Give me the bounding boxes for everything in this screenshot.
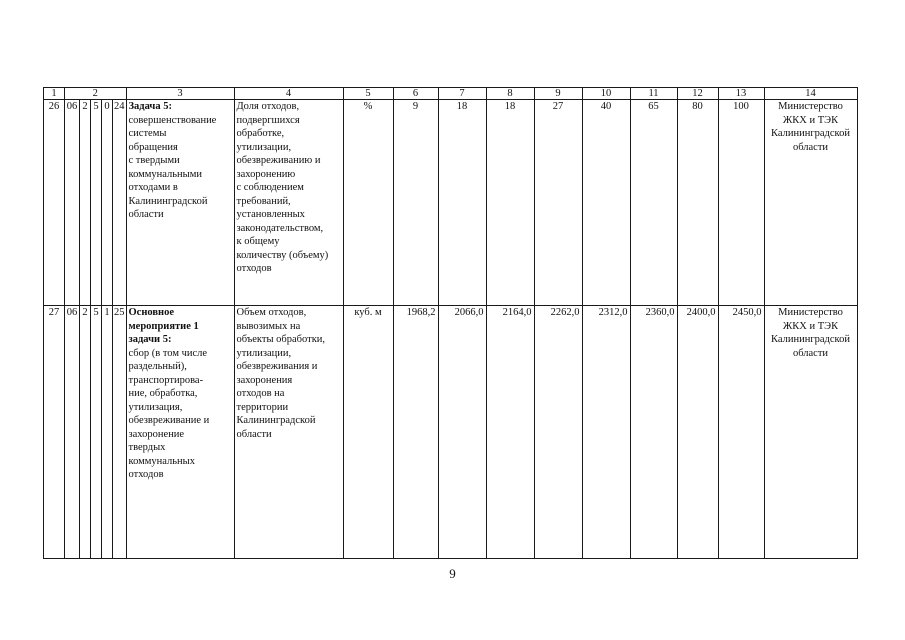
code-task: 5 [91, 306, 102, 559]
code-event: 0 [102, 100, 113, 306]
code-subprogram: 2 [80, 100, 91, 306]
value-cell: 65 [630, 100, 677, 306]
value-cell: 40 [582, 100, 630, 306]
col-header-7: 7 [438, 88, 486, 100]
col-header-3: 3 [126, 88, 234, 100]
value-cell: 2164,0 [486, 306, 534, 559]
col-header-2: 2 [65, 88, 127, 100]
col-header-12: 12 [677, 88, 718, 100]
code-program: 06 [65, 306, 80, 559]
col-header-4: 4 [234, 88, 343, 100]
task-title: Задача 5: [128, 101, 172, 112]
col-header-14: 14 [764, 88, 857, 100]
code-indicator: 25 [113, 306, 127, 559]
col-header-6: 6 [393, 88, 438, 100]
value-cell: 18 [438, 100, 486, 306]
responsible-executor [764, 100, 857, 306]
row-number: 27 [44, 306, 65, 559]
code-task: 5 [91, 100, 102, 306]
task-text: совершенствование системы обращения с твердыми коммунальными отходами в Калининградской области [128, 114, 217, 220]
column-number-header-row [44, 88, 858, 100]
value-cell: 1968,2 [393, 306, 438, 559]
value-cell: 2360,0 [630, 306, 677, 559]
value-cell: 80 [677, 100, 718, 306]
task-description [126, 306, 234, 559]
indicator-text: Доля отходов, подвергшихся обработке, утилизации, обезвреживанию и захоронению с соблюдением требований, установленных законодательством, к общему количеству (объему) отходов [236, 101, 329, 274]
indicators-table [43, 87, 858, 559]
col-header-5: 5 [343, 88, 393, 100]
indicator-text: Объем отходов, вывозимых на объекты обработки, утилизации, обезвреживания и захоронения отходов на территории Калининградской области [236, 307, 326, 440]
value-cell: 2450,0 [718, 306, 764, 559]
unit-of-measure: куб. м [343, 306, 393, 559]
value-cell: 18 [486, 100, 534, 306]
responsible-executor [764, 306, 857, 559]
task-description [126, 100, 234, 306]
value-cell: 9 [393, 100, 438, 306]
table-row [44, 100, 858, 306]
code-subprogram: 2 [80, 306, 91, 559]
value-cell: 2066,0 [438, 306, 486, 559]
task-text: сбор (в том числе раздельный), транспортирова- ние, обработка, утилизация, обезвреживание и захоронение твердых коммунальных отходов [128, 347, 210, 480]
code-indicator: 24 [113, 100, 127, 306]
responsible-text: Министерство ЖКХ и ТЭК Калининградской области [771, 307, 850, 359]
responsible-text: Министерство ЖКХ и ТЭК Калининградской области [771, 101, 850, 153]
col-header-9: 9 [534, 88, 582, 100]
indicator-name [234, 306, 343, 559]
code-program: 06 [65, 100, 80, 306]
col-header-13: 13 [718, 88, 764, 100]
value-cell: 2312,0 [582, 306, 630, 559]
col-header-1: 1 [44, 88, 65, 100]
value-cell: 2262,0 [534, 306, 582, 559]
indicator-name [234, 100, 343, 306]
col-header-8: 8 [486, 88, 534, 100]
task-title: Основное мероприятие 1 задачи 5: [128, 307, 199, 345]
value-cell: 27 [534, 100, 582, 306]
code-event: 1 [102, 306, 113, 559]
col-header-10: 10 [582, 88, 630, 100]
row-number: 26 [44, 100, 65, 306]
unit-of-measure: % [343, 100, 393, 306]
table-row [44, 306, 858, 559]
col-header-11: 11 [630, 88, 677, 100]
page-number: 9 [449, 566, 456, 581]
value-cell: 2400,0 [677, 306, 718, 559]
value-cell: 100 [718, 100, 764, 306]
